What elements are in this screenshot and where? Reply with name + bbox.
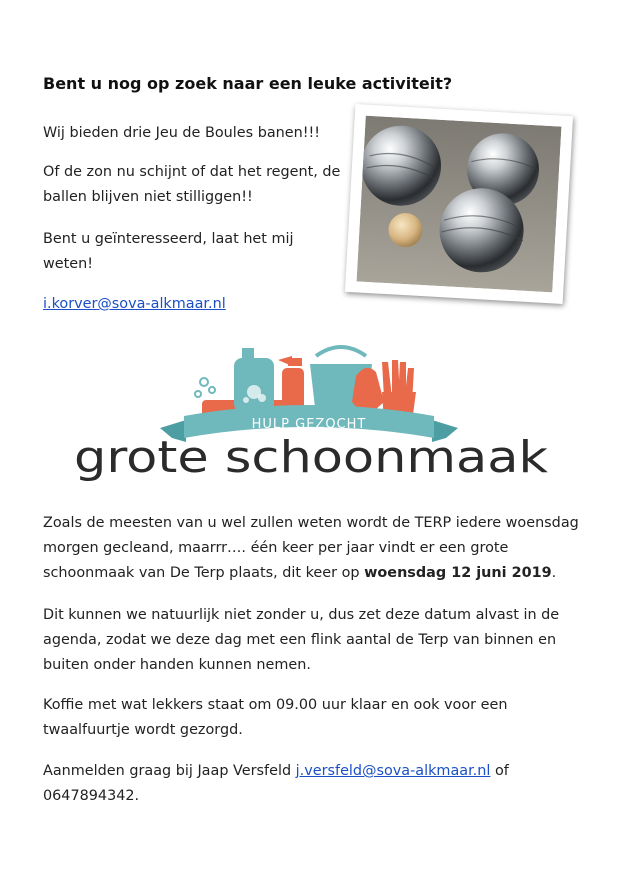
contact-email-link[interactable]: i.korver@sova-alkmaar.nl <box>43 296 226 312</box>
logo-title: grote schoonmaak <box>74 432 549 482</box>
coffee-line-1: Koffie met wat lekkers staat om 09.00 uur klaar en ook voor een <box>43 697 508 713</box>
signup-phone: 0647894342. <box>43 788 140 804</box>
boules-image <box>357 116 562 293</box>
contact-email-line <box>43 292 226 317</box>
interest-paragraph <box>43 227 294 277</box>
interest-line-2: weten! <box>43 256 94 272</box>
coffee-line-2: twaalfuurtje wordt gezorgd. <box>43 722 243 738</box>
detergent-bottle-icon <box>234 348 274 412</box>
help-paragraph <box>43 603 559 678</box>
bubbles-icon <box>195 378 215 397</box>
signup-email-link[interactable]: j.versfeld@sova-alkmaar.nl <box>295 763 491 779</box>
help-line-2: agenda, zodat we deze dag met een flink aantal de Terp van binnen en <box>43 632 557 648</box>
boules-photo <box>345 104 573 304</box>
signup-line-1: Aanmelden graag bij Jaap Versfeld j.versfeld@sova-alkmaar.nl of <box>43 763 509 779</box>
cleaning-line-3: schoonmaak van De Terp plaats, dit keer op woensdag 12 juni 2019. <box>43 565 557 581</box>
cleaning-paragraph <box>43 511 579 586</box>
weather-line-1: Of de zon nu schijnt of dat het regent, de <box>43 164 341 180</box>
interest-line-1: Bent u geïnteresseerd, laat het mij <box>43 231 294 247</box>
signup-paragraph <box>43 759 509 809</box>
help-line-1: Dit kunnen we natuurlijk niet zonder u, dus zet deze datum alvast in de <box>43 607 560 623</box>
intro-line: Wij bieden drie Jeu de Boules banen!!! <box>43 125 321 141</box>
weather-line-2: ballen blijven niet stilliggen!! <box>43 189 253 205</box>
cleaning-line-2: morgen gecleand, maarrr…. één keer per jaar vindt er een grote <box>43 540 509 556</box>
banner-text: HULP GEZOCHT <box>251 417 367 432</box>
help-line-3: buiten onder handen kunnen nemen. <box>43 657 311 673</box>
event-date: woensdag 12 juni 2019 <box>364 565 552 581</box>
page-heading: Bent u nog op zoek naar een leuke activiteit? <box>43 74 453 93</box>
grote-schoonmaak-logo <box>66 342 556 482</box>
coffee-paragraph <box>43 693 507 743</box>
cleaning-line-1: Zoals de meesten van u wel zullen weten wordt de TERP iedere woensdag <box>43 515 579 531</box>
weather-paragraph <box>43 160 340 210</box>
